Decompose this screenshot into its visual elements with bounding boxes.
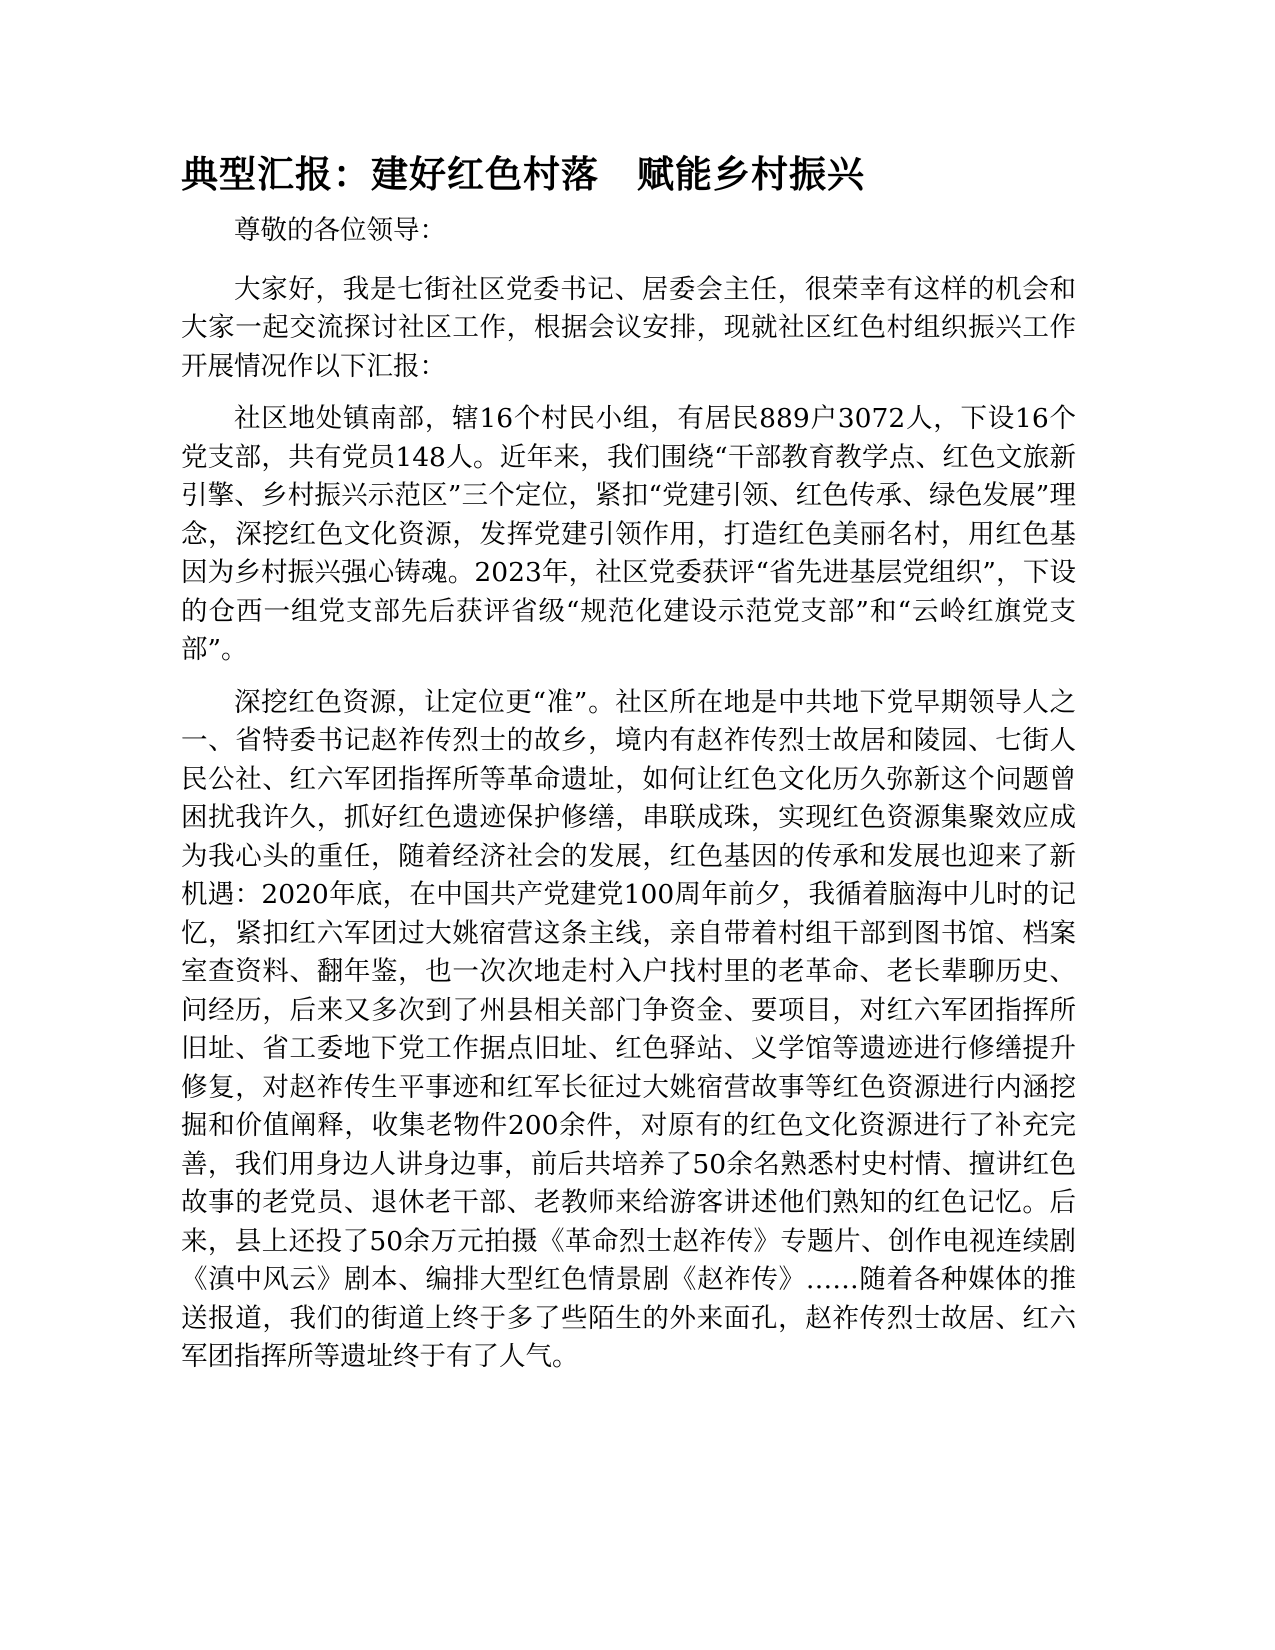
paragraph-red-resources: 深挖红色资源，让定位更“准”。社区所在地是中共地下党早期领导人之一、省特委书记赵祚传烈士的故乡，境内有赵祚传烈士故居和陵园、七街人民公社、红六军团指挥所等革命遗址，如何让红色文化历久弥新这个问题曾困扰我许久，抓好红色遗迹保护修缮，串联成珠，实现红色资源集聚效应成为我心头的重任，随着经济社会的发展，红色基因的传承和发展也迎来了新机遇：2020年底，在中国共产党建党100周年前夕，我循着脑海中儿时的记忆，紧扣红六军团过大姚宿营这条主线，亲自带着村组干部到图书馆、档案室查资料、翻年鉴，也一次次地走村入户找村里的老革命、老长辈聊历史、问经历，后来又多次到了州县相关部门争资金、要项目，对红六军团指挥所旧址、省工委地下党工作据点旧址、红色驿站、义学馆等遗迹进行修缮提升修复，对赵祚传生平事迹和红军长征过大姚宿营故事等红色资源进行内涵挖掘和价值阐释，收集老物件200余件，对原有的红色文化资源进行了补充完善，我们用身边人讲身边事，前后共培养了50余名熟悉村史村情、擅讲红色故事的老党员、退休老干部、老教师来给游客讲述他们熟知的红色记忆。后来，县上还投了50余万元拍摄《革命烈士赵祚传》专题片、创作电视连续剧《滇中风云》剧本、编排大型红色情景剧《赵祚传》……随着各种媒体的推送报道，我们的街道上终于多了些陌生的外来面孔，赵祚传烈士故居、红六军团指挥所等遗址终于有了人气。 bbox=[181, 686, 1076, 1372]
document-page bbox=[181, 150, 1076, 1391]
paragraph-community-overview: 社区地处镇南部，辖16个村民小组，有居民889户3072人，下设16个党支部，共有党员148人。近年来，我们围绕“干部教育教学点、红色文旅新引擎、乡村振兴示范区”三个定位，紧扣“党建引领、红色传承、绿色发展”理念，深挖红色文化资源，发挥党建引领作用，打造红色美丽名村，用红色基因为乡村振兴强心铸魂。2023年，社区党委获评“省先进基层党组织”，下设的仓西一组党支部先后获评省级“规范化建设示范党支部”和“云岭红旗党支部”。 bbox=[181, 403, 1076, 665]
paragraph-greeting: 大家好，我是七街社区党委书记、居委会主任，很荣幸有这样的机会和大家一起交流探讨社区工作，根据会议安排，现就社区红色村组织振兴工作开展情况作以下汇报： bbox=[181, 273, 1076, 382]
document-title: 典型汇报：建好红色村落 赋能乡村振兴 bbox=[181, 153, 865, 196]
salutation: 尊敬的各位领导： bbox=[234, 215, 446, 246]
